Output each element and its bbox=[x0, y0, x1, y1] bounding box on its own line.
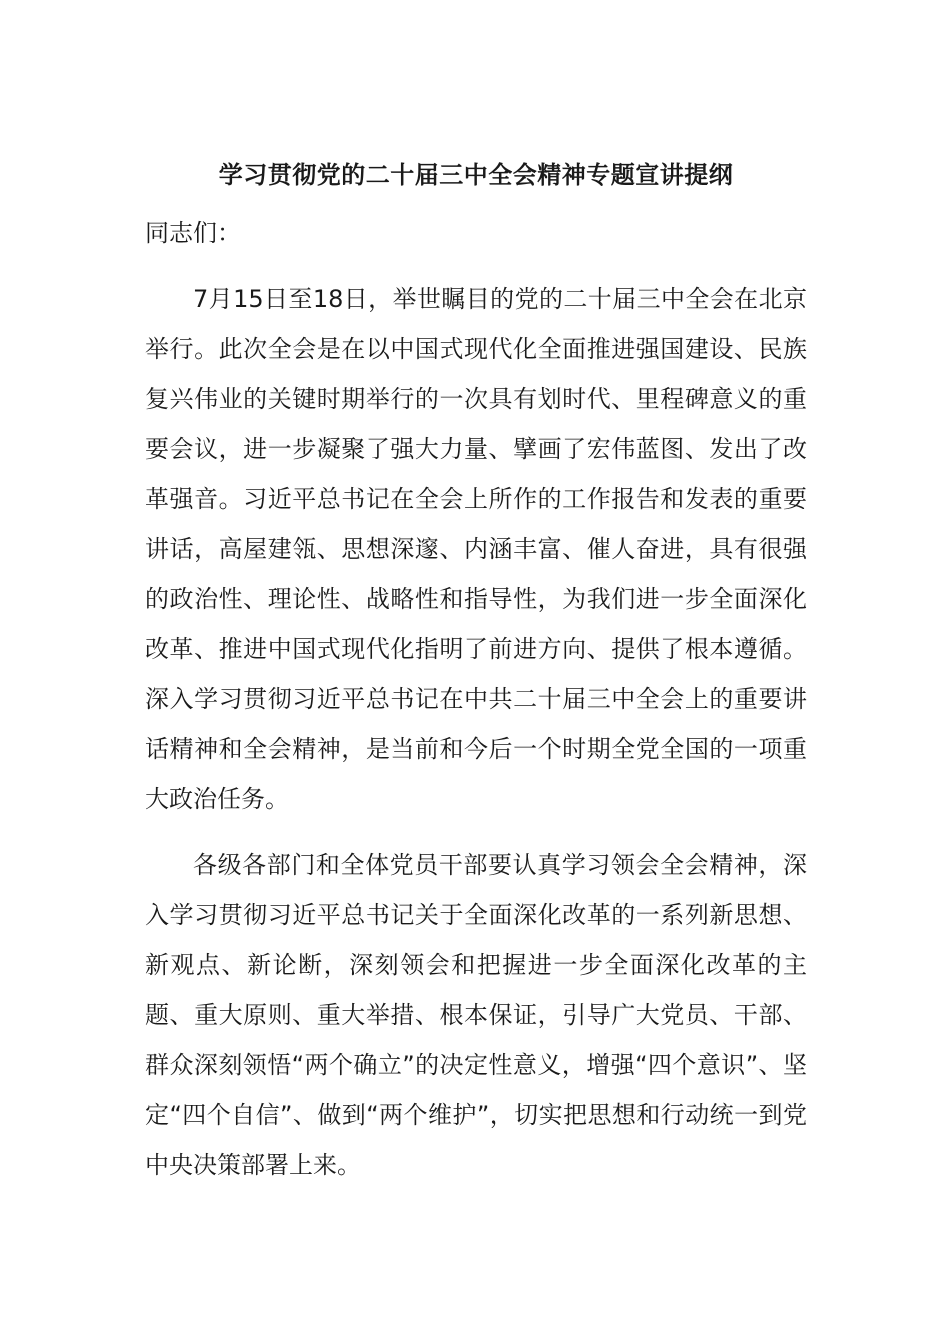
salutation: 同志们： bbox=[145, 219, 241, 247]
document-title: 学习贯彻党的二十届三中全会精神专题宣讲提纲 bbox=[218, 161, 734, 189]
document-body bbox=[145, 150, 807, 1190]
paragraph-1: 7月15日至18日，举世瞩目的党的二十届三中全会在北京举行。此次全会是在以中国式现代化全面推进强国建设、民族复兴伟业的关键时期举行的一次具有划时代、里程碑意义的重要会议，进一步凝聚了强大力量、擘画了宏伟蓝图、发出了改革强音。习近平总书记在全会上所作的工作报告和发表的重要讲话，高屋建瓴、思想深邃、内涵丰富、催人奋进，具有很强的政治性、理论性、战略性和指导性，为我们进一步全面深化改革、推进中国式现代化指明了前进方向、提供了根本遵循。深入学习贯彻习近平总书记在中共二十届三中全会上的重要讲话精神和全会精神，是当前和今后一个时期全党全国的一项重大政治任务。 bbox=[145, 285, 807, 813]
paragraph-2: 各级各部门和全体党员干部要认真学习领会全会精神，深入学习贯彻习近平总书记关于全面深化改革的一系列新思想、新观点、新论断，深刻领会和把握进一步全面深化改革的主题、重大原则、重大举措、根本保证，引导广大党员、干部、群众深刻领悟“两个确立”的决定性意义，增强“四个意识”、坚定“四个自信”、做到“两个维护”，切实把思想和行动统一到党中央决策部署上来。 bbox=[145, 851, 807, 1179]
